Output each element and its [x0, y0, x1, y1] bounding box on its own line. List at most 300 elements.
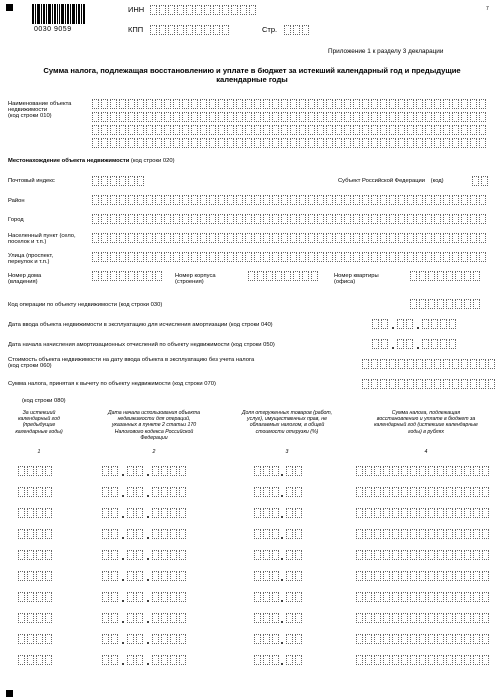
table-cell-group[interactable] [286, 529, 302, 539]
input-cell[interactable] [425, 99, 432, 109]
input-cell[interactable] [127, 634, 134, 644]
input-cell[interactable] [110, 138, 117, 148]
input-cell[interactable] [263, 466, 270, 476]
input-cell[interactable] [401, 571, 408, 581]
input-cell[interactable] [425, 112, 432, 122]
input-cell[interactable] [137, 214, 144, 224]
input-cell[interactable] [272, 571, 279, 581]
input-cell[interactable] [45, 613, 52, 623]
table-cell-group[interactable] [102, 655, 118, 665]
input-cell[interactable] [380, 252, 387, 262]
input-cell[interactable] [482, 613, 489, 623]
input-cell[interactable] [344, 138, 351, 148]
input-cell[interactable] [209, 214, 216, 224]
input-cell[interactable] [425, 214, 432, 224]
input-cell[interactable] [482, 571, 489, 581]
input-cell[interactable] [170, 655, 177, 665]
input-cell[interactable] [170, 634, 177, 644]
input-cell[interactable] [161, 487, 168, 497]
table-cell-group[interactable] [286, 508, 302, 518]
input-cell[interactable] [272, 550, 279, 560]
input-cell[interactable] [326, 233, 333, 243]
input-cell[interactable] [263, 634, 270, 644]
input-cell[interactable] [254, 214, 261, 224]
input-cell[interactable] [479, 233, 486, 243]
input-cell[interactable] [326, 195, 333, 205]
input-cell[interactable] [186, 5, 193, 15]
input-cell[interactable] [155, 112, 162, 122]
input-cell[interactable] [434, 112, 441, 122]
table-cell-group[interactable] [152, 613, 186, 623]
table-cell-group[interactable] [102, 634, 118, 644]
input-cell[interactable] [410, 299, 417, 309]
input-cell[interactable] [263, 195, 270, 205]
input-cell[interactable] [470, 233, 477, 243]
input-cell[interactable] [302, 25, 309, 35]
input-cell[interactable] [179, 487, 186, 497]
input-cell[interactable] [254, 508, 261, 518]
input-cell[interactable] [446, 487, 453, 497]
input-cell[interactable] [272, 252, 279, 262]
input-cell[interactable] [295, 571, 302, 581]
commission-day-cells[interactable] [372, 319, 388, 329]
input-cell[interactable] [281, 112, 288, 122]
input-cell[interactable] [137, 138, 144, 148]
input-cell[interactable] [308, 252, 315, 262]
input-cell[interactable] [398, 99, 405, 109]
input-cell[interactable] [200, 112, 207, 122]
input-cell[interactable] [128, 233, 135, 243]
input-cell[interactable] [146, 252, 153, 262]
input-cell[interactable] [218, 195, 225, 205]
input-cell[interactable] [308, 138, 315, 148]
input-cell[interactable] [473, 529, 480, 539]
input-cell[interactable] [179, 571, 186, 581]
input-cell[interactable] [200, 252, 207, 262]
input-cell[interactable] [401, 613, 408, 623]
settlement-cells[interactable] [92, 233, 486, 243]
input-cell[interactable] [170, 529, 177, 539]
table-cell-group[interactable] [254, 613, 279, 623]
input-cell[interactable] [353, 195, 360, 205]
input-cell[interactable] [152, 634, 159, 644]
input-cell[interactable] [146, 271, 153, 281]
table-cell-group[interactable] [127, 508, 143, 518]
input-cell[interactable] [446, 271, 453, 281]
input-cell[interactable] [365, 487, 372, 497]
input-cell[interactable] [464, 613, 471, 623]
input-cell[interactable] [254, 195, 261, 205]
input-cell[interactable] [416, 99, 423, 109]
apartment-cells[interactable] [410, 271, 480, 281]
input-cell[interactable] [227, 233, 234, 243]
input-cell[interactable] [18, 571, 25, 581]
table-cell-group[interactable] [254, 592, 279, 602]
table-cell-group[interactable] [254, 529, 279, 539]
commission-year-cells[interactable] [422, 319, 456, 329]
input-cell[interactable] [200, 99, 207, 109]
table-cell-group[interactable] [356, 529, 489, 539]
input-cell[interactable] [102, 613, 109, 623]
input-cell[interactable] [36, 655, 43, 665]
input-cell[interactable] [111, 613, 118, 623]
input-cell[interactable] [419, 487, 426, 497]
input-cell[interactable] [155, 125, 162, 135]
input-cell[interactable] [128, 214, 135, 224]
input-cell[interactable] [272, 466, 279, 476]
input-cell[interactable] [419, 466, 426, 476]
input-cell[interactable] [36, 592, 43, 602]
input-cell[interactable] [254, 613, 261, 623]
district-cells[interactable] [92, 195, 486, 205]
input-cell[interactable] [383, 571, 390, 581]
input-cell[interactable] [179, 613, 186, 623]
input-cell[interactable] [92, 112, 99, 122]
input-cell[interactable] [407, 214, 414, 224]
input-cell[interactable] [365, 592, 372, 602]
input-cell[interactable] [455, 529, 462, 539]
input-cell[interactable] [446, 655, 453, 665]
input-cell[interactable] [191, 125, 198, 135]
input-cell[interactable] [383, 634, 390, 644]
input-cell[interactable] [272, 99, 279, 109]
input-cell[interactable] [263, 508, 270, 518]
input-cell[interactable] [410, 508, 417, 518]
input-cell[interactable] [286, 550, 293, 560]
input-cell[interactable] [362, 214, 369, 224]
input-cell[interactable] [155, 233, 162, 243]
input-cell[interactable] [398, 125, 405, 135]
input-cell[interactable] [401, 487, 408, 497]
input-cell[interactable] [92, 125, 99, 135]
input-cell[interactable] [317, 214, 324, 224]
input-cell[interactable] [406, 339, 413, 349]
input-cell[interactable] [111, 634, 118, 644]
input-cell[interactable] [236, 138, 243, 148]
input-cell[interactable] [110, 112, 117, 122]
input-cell[interactable] [428, 571, 435, 581]
input-cell[interactable] [464, 655, 471, 665]
input-cell[interactable] [419, 613, 426, 623]
input-cell[interactable] [182, 195, 189, 205]
input-cell[interactable] [231, 5, 238, 15]
input-cell[interactable] [455, 655, 462, 665]
table-cell-group[interactable] [286, 487, 302, 497]
table-cell-group[interactable] [152, 466, 186, 476]
input-cell[interactable] [410, 271, 417, 281]
input-cell[interactable] [383, 550, 390, 560]
input-cell[interactable] [92, 99, 99, 109]
input-cell[interactable] [410, 487, 417, 497]
input-cell[interactable] [416, 233, 423, 243]
input-cell[interactable] [371, 252, 378, 262]
input-cell[interactable] [428, 634, 435, 644]
input-cell[interactable] [45, 592, 52, 602]
input-cell[interactable] [111, 571, 118, 581]
input-cell[interactable] [389, 359, 396, 369]
postal-index-cells[interactable] [92, 176, 144, 186]
input-cell[interactable] [473, 466, 480, 476]
input-cell[interactable] [353, 125, 360, 135]
input-cell[interactable] [182, 214, 189, 224]
input-cell[interactable] [173, 252, 180, 262]
input-cell[interactable] [410, 466, 417, 476]
input-cell[interactable] [136, 508, 143, 518]
input-cell[interactable] [371, 233, 378, 243]
input-cell[interactable] [170, 571, 177, 581]
input-cell[interactable] [191, 252, 198, 262]
input-cell[interactable] [128, 176, 135, 186]
input-cell[interactable] [263, 655, 270, 665]
input-cell[interactable] [407, 233, 414, 243]
table-cell-group[interactable] [254, 508, 279, 518]
input-cell[interactable] [254, 655, 261, 665]
input-cell[interactable] [161, 529, 168, 539]
input-cell[interactable] [102, 487, 109, 497]
input-cell[interactable] [245, 214, 252, 224]
table-cell-group[interactable] [356, 466, 489, 476]
input-cell[interactable] [45, 466, 52, 476]
input-cell[interactable] [36, 466, 43, 476]
input-cell[interactable] [416, 125, 423, 135]
input-cell[interactable] [446, 613, 453, 623]
input-cell[interactable] [308, 195, 315, 205]
input-cell[interactable] [398, 379, 405, 389]
input-cell[interactable] [344, 195, 351, 205]
input-cell[interactable] [101, 112, 108, 122]
input-cell[interactable] [470, 195, 477, 205]
input-cell[interactable] [272, 487, 279, 497]
input-cell[interactable] [437, 634, 444, 644]
input-cell[interactable] [392, 529, 399, 539]
input-cell[interactable] [383, 487, 390, 497]
input-cell[interactable] [272, 138, 279, 148]
input-cell[interactable] [27, 550, 34, 560]
input-cell[interactable] [392, 634, 399, 644]
table-cell-group[interactable] [286, 550, 302, 560]
input-cell[interactable] [119, 99, 126, 109]
input-cell[interactable] [482, 634, 489, 644]
input-cell[interactable] [326, 214, 333, 224]
input-cell[interactable] [146, 99, 153, 109]
input-cell[interactable] [110, 271, 117, 281]
input-cell[interactable] [161, 550, 168, 560]
input-cell[interactable] [245, 195, 252, 205]
input-cell[interactable] [407, 138, 414, 148]
input-cell[interactable] [179, 655, 186, 665]
input-cell[interactable] [286, 529, 293, 539]
table-cell-group[interactable] [127, 466, 143, 476]
input-cell[interactable] [110, 233, 117, 243]
input-cell[interactable] [128, 125, 135, 135]
input-cell[interactable] [317, 99, 324, 109]
input-cell[interactable] [286, 634, 293, 644]
input-cell[interactable] [344, 252, 351, 262]
input-cell[interactable] [416, 138, 423, 148]
input-cell[interactable] [200, 138, 207, 148]
input-cell[interactable] [191, 99, 198, 109]
input-cell[interactable] [446, 508, 453, 518]
input-cell[interactable] [434, 379, 441, 389]
input-cell[interactable] [191, 138, 198, 148]
input-cell[interactable] [464, 634, 471, 644]
input-cell[interactable] [389, 112, 396, 122]
input-cell[interactable] [213, 5, 220, 15]
input-cell[interactable] [443, 195, 450, 205]
input-cell[interactable] [437, 613, 444, 623]
input-cell[interactable] [164, 233, 171, 243]
input-cell[interactable] [398, 233, 405, 243]
input-cell[interactable] [111, 529, 118, 539]
input-cell[interactable] [213, 25, 220, 35]
input-cell[interactable] [431, 319, 438, 329]
input-cell[interactable] [440, 339, 447, 349]
input-cell[interactable] [137, 99, 144, 109]
input-cell[interactable] [191, 112, 198, 122]
input-cell[interactable] [425, 252, 432, 262]
input-cell[interactable] [443, 359, 450, 369]
input-cell[interactable] [410, 529, 417, 539]
input-cell[interactable] [27, 613, 34, 623]
input-cell[interactable] [380, 379, 387, 389]
input-cell[interactable] [326, 112, 333, 122]
input-cell[interactable] [362, 138, 369, 148]
input-cell[interactable] [455, 550, 462, 560]
input-cell[interactable] [470, 112, 477, 122]
input-cell[interactable] [92, 176, 99, 186]
input-cell[interactable] [27, 655, 34, 665]
input-cell[interactable] [299, 195, 306, 205]
input-cell[interactable] [173, 214, 180, 224]
table-cell-group[interactable] [127, 634, 143, 644]
depreciation-year-cells[interactable] [422, 339, 456, 349]
input-cell[interactable] [102, 466, 109, 476]
input-cell[interactable] [479, 195, 486, 205]
table-cell-group[interactable] [127, 592, 143, 602]
input-cell[interactable] [290, 195, 297, 205]
input-cell[interactable] [416, 195, 423, 205]
input-cell[interactable] [398, 359, 405, 369]
input-cell[interactable] [128, 252, 135, 262]
input-cell[interactable] [419, 571, 426, 581]
input-cell[interactable] [371, 195, 378, 205]
input-cell[interactable] [452, 125, 459, 135]
input-cell[interactable] [127, 592, 134, 602]
input-cell[interactable] [45, 550, 52, 560]
input-cell[interactable] [119, 138, 126, 148]
input-cell[interactable] [443, 379, 450, 389]
input-cell[interactable] [146, 112, 153, 122]
inn-cells[interactable] [150, 5, 256, 15]
input-cell[interactable] [482, 508, 489, 518]
input-cell[interactable] [470, 359, 477, 369]
input-cell[interactable] [263, 233, 270, 243]
input-cell[interactable] [389, 138, 396, 148]
input-cell[interactable] [161, 613, 168, 623]
input-cell[interactable] [425, 125, 432, 135]
input-cell[interactable] [446, 571, 453, 581]
city-cells[interactable] [92, 214, 486, 224]
input-cell[interactable] [191, 233, 198, 243]
input-cell[interactable] [446, 634, 453, 644]
input-cell[interactable] [410, 655, 417, 665]
input-cell[interactable] [161, 466, 168, 476]
input-cell[interactable] [392, 655, 399, 665]
input-cell[interactable] [200, 195, 207, 205]
input-cell[interactable] [473, 299, 480, 309]
input-cell[interactable] [27, 592, 34, 602]
input-cell[interactable] [401, 634, 408, 644]
input-cell[interactable] [473, 271, 480, 281]
input-cell[interactable] [209, 99, 216, 109]
input-cell[interactable] [110, 125, 117, 135]
input-cell[interactable] [245, 252, 252, 262]
input-cell[interactable] [111, 550, 118, 560]
property-name-row-1[interactable] [92, 99, 486, 109]
input-cell[interactable] [410, 571, 417, 581]
input-cell[interactable] [365, 571, 372, 581]
table-cell-group[interactable] [18, 592, 52, 602]
input-cell[interactable] [102, 634, 109, 644]
input-cell[interactable] [245, 125, 252, 135]
input-cell[interactable] [179, 466, 186, 476]
input-cell[interactable] [218, 125, 225, 135]
input-cell[interactable] [27, 571, 34, 581]
input-cell[interactable] [227, 112, 234, 122]
input-cell[interactable] [392, 592, 399, 602]
input-cell[interactable] [286, 508, 293, 518]
input-cell[interactable] [365, 508, 372, 518]
table-cell-group[interactable] [286, 655, 302, 665]
input-cell[interactable] [263, 214, 270, 224]
input-cell[interactable] [164, 214, 171, 224]
input-cell[interactable] [356, 550, 363, 560]
input-cell[interactable] [344, 214, 351, 224]
input-cell[interactable] [335, 138, 342, 148]
input-cell[interactable] [362, 359, 369, 369]
input-cell[interactable] [102, 508, 109, 518]
input-cell[interactable] [257, 271, 264, 281]
input-cell[interactable] [195, 25, 202, 35]
table-cell-group[interactable] [102, 613, 118, 623]
input-cell[interactable] [286, 592, 293, 602]
input-cell[interactable] [482, 487, 489, 497]
input-cell[interactable] [374, 592, 381, 602]
table-cell-group[interactable] [18, 529, 52, 539]
input-cell[interactable] [152, 571, 159, 581]
input-cell[interactable] [179, 592, 186, 602]
input-cell[interactable] [299, 138, 306, 148]
input-cell[interactable] [464, 299, 471, 309]
input-cell[interactable] [254, 138, 261, 148]
input-cell[interactable] [127, 571, 134, 581]
input-cell[interactable] [479, 252, 486, 262]
table-cell-group[interactable] [152, 487, 186, 497]
input-cell[interactable] [170, 466, 177, 476]
input-cell[interactable] [236, 214, 243, 224]
input-cell[interactable] [254, 252, 261, 262]
input-cell[interactable] [227, 99, 234, 109]
input-cell[interactable] [452, 252, 459, 262]
input-cell[interactable] [428, 299, 435, 309]
input-cell[interactable] [455, 487, 462, 497]
table-cell-group[interactable] [127, 529, 143, 539]
input-cell[interactable] [335, 233, 342, 243]
input-cell[interactable] [461, 379, 468, 389]
input-cell[interactable] [272, 592, 279, 602]
input-cell[interactable] [45, 634, 52, 644]
input-cell[interactable] [227, 195, 234, 205]
